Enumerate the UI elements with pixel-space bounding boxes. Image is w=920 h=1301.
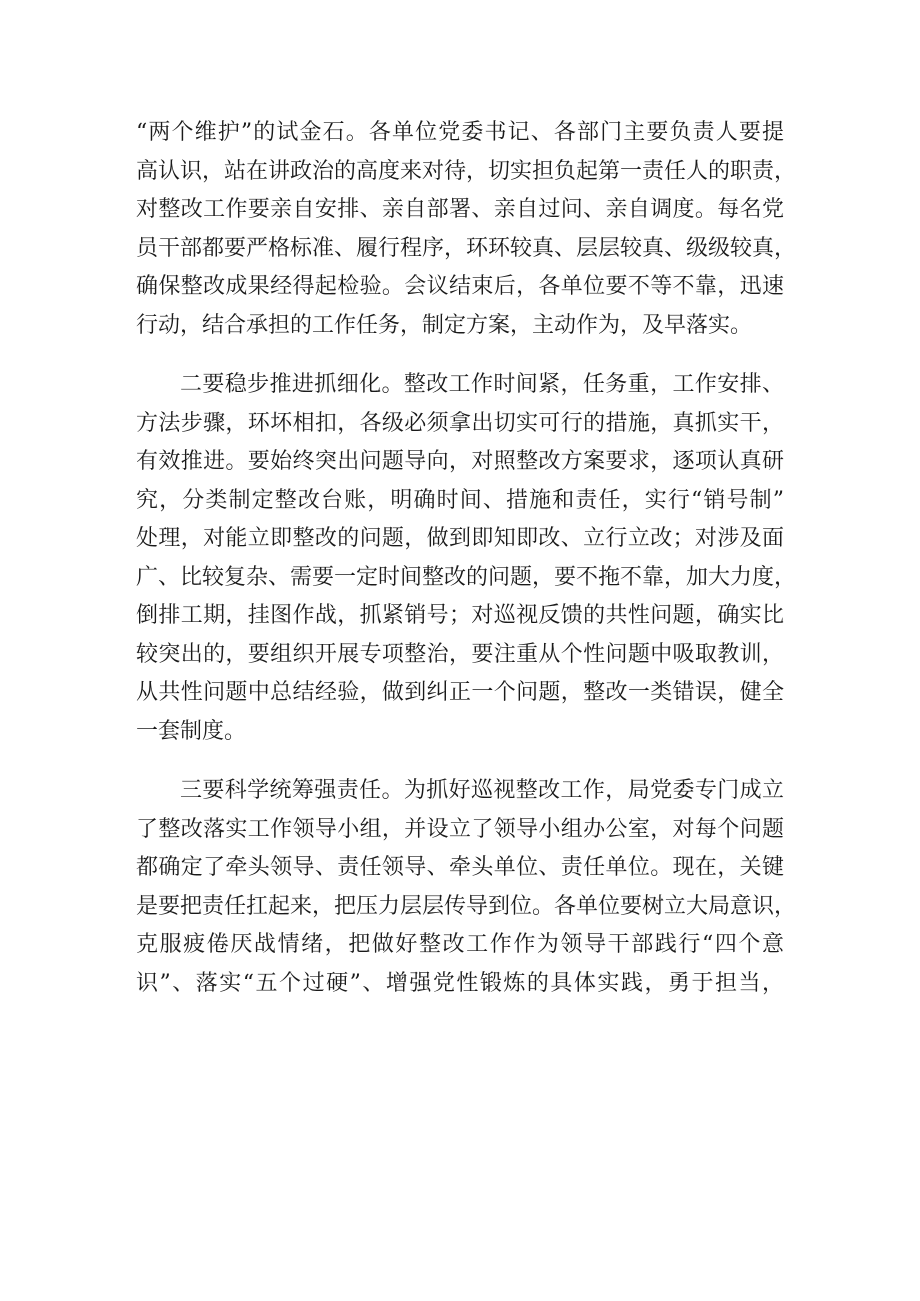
paragraph-1	[136, 114, 797, 345]
text-line: 对整改工作要亲自安排、亲自部署、亲自过问、亲自调度。每名党	[136, 197, 784, 222]
paragraph-3	[136, 772, 797, 1003]
text-line: 一套制度。	[136, 718, 247, 744]
text-line: 二要稳步推进抓细化。整改工作时间紧，任务重，工作安排、	[180, 372, 784, 397]
text-line: 方法步骤，环坏相扣，各级必须拿出切实可行的措施，真抓实干，	[136, 410, 784, 436]
text-line: 高认识，站在讲政治的高度来对待，切实担负起第一责任人的职责，	[136, 158, 797, 184]
text-line: 了整改落实工作领导小组，并设立了领导小组办公室，对每个问题	[136, 816, 784, 842]
text-line: 行动，结合承担的工作任务，制定方案，主动作为，及早落实。	[136, 312, 753, 338]
text-line: 较突出的，要组织开展专项整治，要注重从个性问题中吸取教训，	[136, 641, 784, 667]
text-line: 三要科学统筹强责任。为抓好巡视整改工作，局党委专门成立	[180, 778, 784, 803]
text-line: 倒排工期，挂图作战，抓紧销号；对巡视反馈的共性问题，确实比	[136, 603, 784, 628]
document-body	[136, 114, 797, 1003]
paragraph-2	[136, 366, 797, 751]
text-line: 广、比较复杂、需要一定时间整改的问题，要不拖不靠，加大力度，	[136, 564, 797, 590]
text-line: “两个维护”的试金石。各单位党委书记、各部门主要负责人要提	[136, 120, 784, 145]
text-line: 处理，对能立即整改的问题，做到即知即改、立行立改；对涉及面	[136, 526, 784, 551]
text-line: 有效推进。要始终突出问题导向，对照整改方案要求，逐项认真研	[136, 449, 784, 474]
text-line: 员干部都要严格标准、履行程序，环环较真、层层较真、级级较真，	[136, 235, 797, 261]
text-line: 从共性问题中总结经验，做到纠正一个问题，整改一类错误，健全	[136, 680, 784, 705]
text-line: 克服疲倦厌战情绪，把做好整改工作作为领导干部践行“四个意	[136, 932, 784, 957]
text-line: 都确定了牵头领导、责任领导、牵头单位、责任单位。现在，关键	[136, 855, 784, 880]
text-line: 识”、落实“五个过硬”、增强党性锻炼的具体实践，勇于担当，	[136, 970, 784, 996]
text-line: 确保整改成果经得起检验。会议结束后，各单位要不等不靠，迅速	[136, 274, 784, 299]
text-line: 究，分类制定整改台账，明确时间、措施和责任，实行“销号制”	[136, 487, 784, 513]
text-line: 是要把责任扛起来，把压力层层传导到位。各单位要树立大局意识，	[136, 893, 797, 919]
